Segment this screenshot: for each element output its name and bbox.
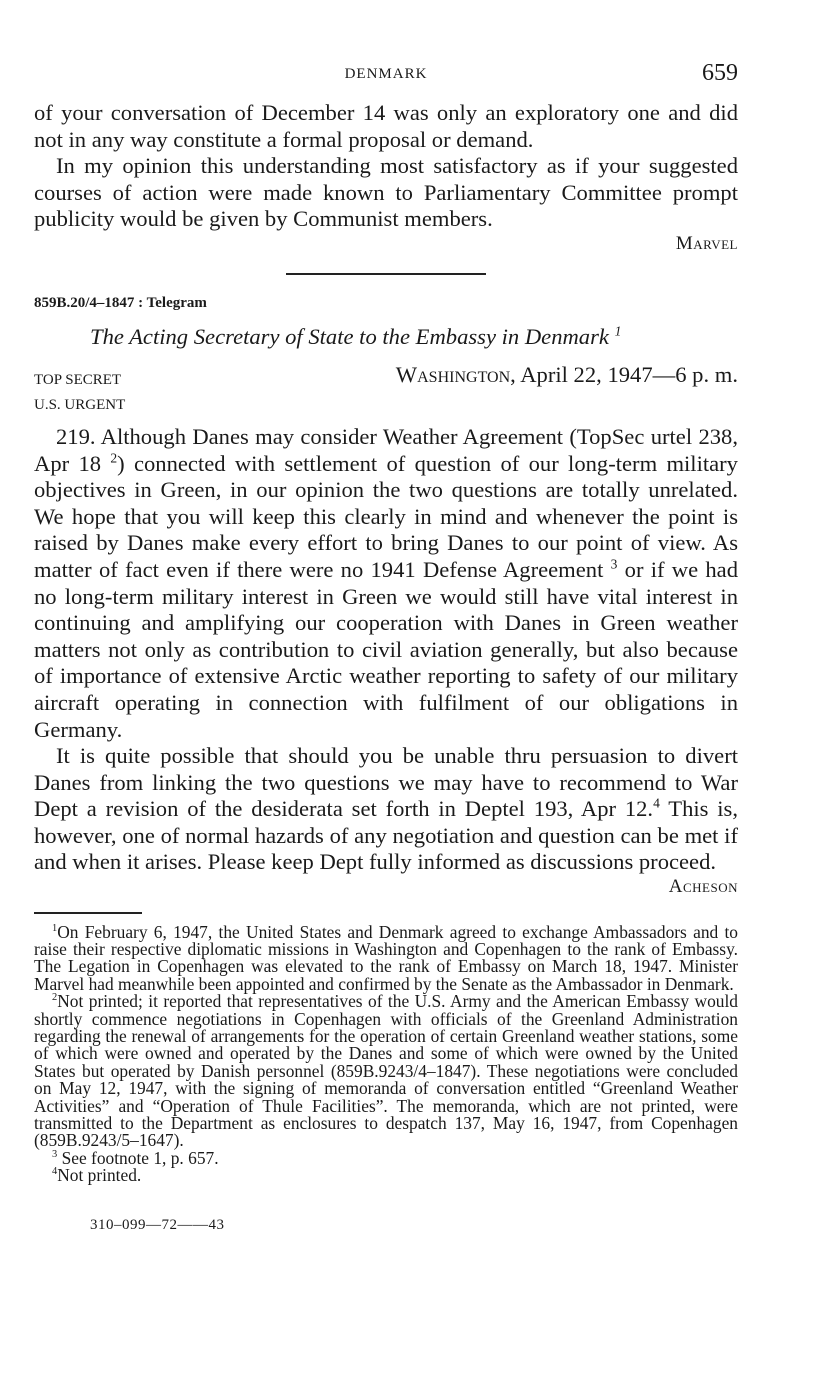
footnote-ref: 2 — [110, 450, 118, 466]
text-run: or if we had no long-term military interest in Green we would still have vital interest in continuing and amplifying our cooperation with Danes in Green weather matters not only as contribution to civil aviation generally, but also because of importance of extensive Arctic weather reporting to safety of our military aircraft operating in connection with fulfilment of our obligations in Germany. — [34, 556, 739, 742]
footnote-text: See footnote 1, p. 657. — [61, 1147, 219, 1168]
page-header — [34, 60, 738, 100]
footnote-mark: 1 — [52, 922, 58, 934]
document-page — [34, 60, 738, 1234]
footnote-mark: 4 — [52, 1166, 58, 1178]
footnote — [34, 1167, 738, 1184]
footnote-ref: 1 — [614, 323, 622, 339]
telegram-paragraph — [34, 743, 738, 876]
telegram-paragraph — [34, 424, 738, 743]
text-run: ) connected with settlement of question of our long-term military objectives in Green, in our opinion the two questions are totally unrelated. We hope that you will keep this clearly in mind and whenever the point is raised by Danes make every effort to bring Danes to our point of view. As matter of fact even if there were no 1941 Defense Agreement — [34, 450, 738, 582]
text-run: 219. Although Danes may consider Weather Agreement (TopSec urtel 238, Apr 18 — [34, 423, 738, 476]
footnote-mark: 3 — [52, 1149, 58, 1161]
urgency: U.S. URGENT — [34, 396, 126, 413]
signature-acheson: Acheson — [668, 876, 738, 898]
signature-marvel: Marvel — [675, 232, 738, 254]
footnote — [34, 993, 738, 1150]
text-run: It is quite possible that should you be unable thru persuasion to divert Danes from linking the two questions we may have to recommend to War Dept a revision of the desiderata set forth in Deptel 193, Apr 12. — [34, 743, 738, 822]
text-run: This is, however, one of normal hazards of any negotiation and question can be met if and when it arises. Please keep Dept fully informed as discussions proceed. — [34, 796, 738, 875]
document-title — [34, 324, 738, 350]
classification-block — [34, 368, 125, 418]
footnotes — [34, 921, 738, 1186]
footnote-ref: 4 — [653, 795, 660, 811]
dateline-place: Washington — [395, 361, 511, 387]
footnote-rule — [34, 912, 142, 914]
footnote-mark: 2 — [52, 992, 58, 1004]
dateline-date: , April 22, 1947—6 p. m. — [510, 361, 738, 387]
print-code: 310–099—72——43 — [90, 1216, 225, 1233]
document-title-text: The Acting Secretary of State to the Embassy in Denmark — [90, 323, 609, 349]
dateline — [396, 362, 738, 388]
page-number: 659 — [702, 60, 738, 86]
paragraph: In my opinion this understanding most satisfactory as if your suggested courses of action were made known to Parliamentary Committee prompt publicity would be given by Communist members. — [34, 153, 738, 232]
footnote-text: Not printed; it reported that representatives of the U.S. Army and the American Embassy would shortly commence negotiations in Copenhagen with officials of the Greenland Administration regarding the renewal of arrangements for the operation of certain Greenland weather stations, some of which were owned and operated by the Danes and some of which were owned by the United States but operated by Danish personnel (859B.9243/4–1847). These negotiations were concluded on May 12, 1947, with the signing of memoranda of conversation entitled “Greenland Weather Activities” and “Operation of Thule Facilities”. The memoranda, which are not printed, were transmitted to the Department as enclosures to despatch 137, May 16, 1947, from Copenhagen (859B.9243/5–1647). — [34, 991, 738, 1151]
footnote-text: Not printed. — [57, 1165, 142, 1186]
running-title: DENMARK — [344, 66, 428, 82]
footnote-text: On February 6, 1947, the United States and Denmark agreed to exchange Ambassadors and to raise their respective diplomatic missions in Washington and Copenhagen to the rank of Embassy. The Legation in Copenhagen was elevated to the rank of Embassy on March 18, 1947. Minister Marvel had meanwhile been appointed and confirmed by the Senate as the Ambassador in Denmark. — [34, 921, 738, 994]
continued-paragraph: of your conversation of December 14 was only an exploratory one and did not in any way constitute a formal proposal or demand. — [34, 100, 738, 152]
file-reference: 859B.20/4–1847 : Telegram — [34, 294, 207, 311]
section-divider — [286, 273, 486, 275]
telegram-meta — [34, 361, 738, 418]
footnote — [34, 921, 738, 994]
footnote-ref: 3 — [610, 556, 618, 572]
classification: TOP SECRET — [34, 371, 122, 388]
